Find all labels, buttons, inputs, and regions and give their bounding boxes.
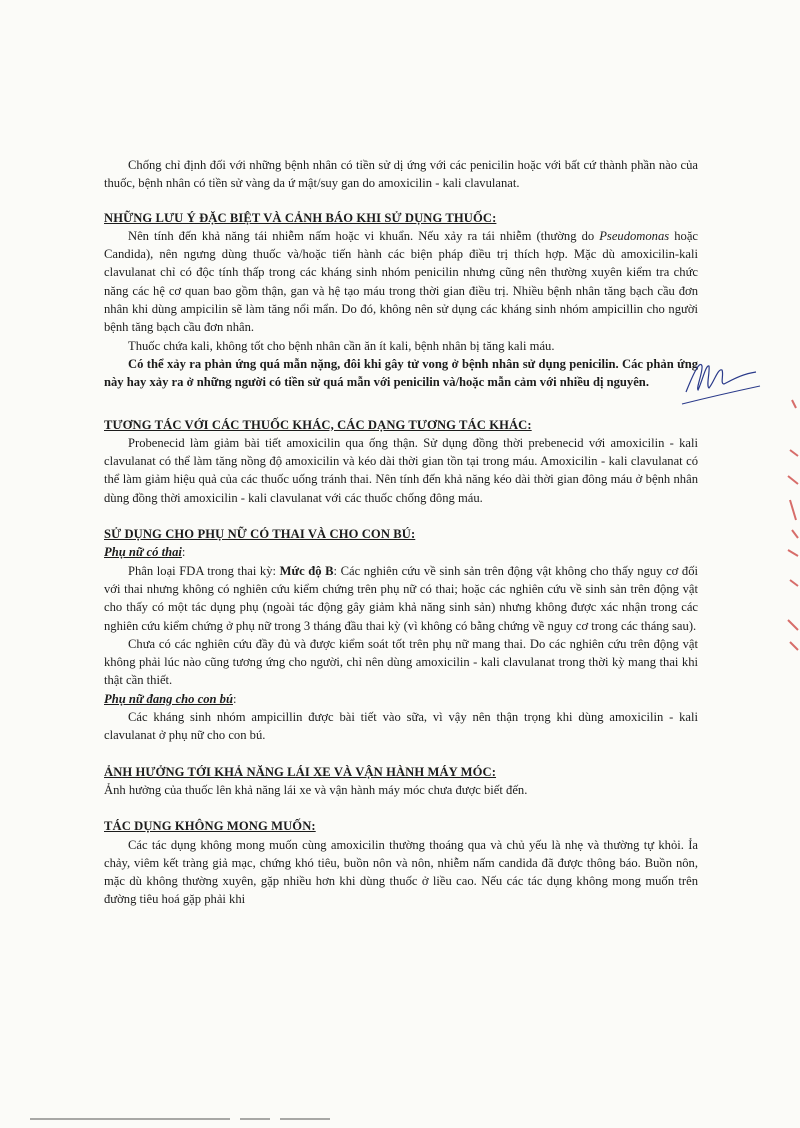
contraindication-paragraph: Chống chỉ định đối với những bệnh nhân có tiền sử dị ứng với các penicilin hoặc với bất cứ thành phần nào của thuốc, bệnh nhân có tiền sử vàng da ứ mật/suy gan do amoxicilin - kali clavulanat. (104, 158, 698, 191)
pseudomonas-italic: Pseudomonas (599, 228, 670, 243)
signature-mark (676, 352, 766, 412)
interactions-paragraph: Probenecid làm giảm bài tiết amoxicilin qua ống thận. Sử dụng đồng thời prebenecid với amoxicilin - kali clavulanat có thể làm tăng nồng độ amoxicilin và kéo dài thời gian tồn tại trong máu. Amoxicilin - kali clavulanat có thể làm giảm hiệu quả của các thuốc uống tránh thai. Nên tính đến khả năng kéo dài thời gian đông máu ở bệnh nhân dùng đồng thời amoxicilin - kali clavulanat với các thuốc chống đông máu. (104, 435, 698, 505)
pregnancy-paragraph-2: Chưa có các nghiên cứu đầy đủ và được kiểm soát tốt trên phụ nữ mang thai. Do các nghiên cứu trên động vật không phải lúc nào cũng tương ứng cho người, chỉ nên dùng amoxicilin - kali clavulanat trong thời kỳ mang thai khi thật cần thiết. (104, 636, 698, 688)
document-page (104, 156, 698, 909)
section-heading-warnings: NHỮNG LƯU Ý ĐẶC BIỆT VÀ CẢNH BÁO KHI SỬ DỤNG THUỐC: (104, 210, 497, 225)
section-heading-driving: ẢNH HƯỞNG TỚI KHẢ NĂNG LÁI XE VÀ VẬN HÀNH MÁY MÓC: (104, 764, 497, 779)
warnings-paragraph-3: Có thể xảy ra phản ứng quá mẫn nặng, đôi khi gây tử vong ở bệnh nhân sử dụng penicilin. Các phản ứng này hay xảy ra ở những người có tiền sử quá mẫn với penicilin và/hoặc mẫn cảm với nhiều dị nguyên. (104, 356, 698, 390)
section-heading-side-effects: TÁC DỤNG KHÔNG MONG MUỐN: (104, 819, 316, 834)
subheading-pregnant: Phụ nữ có thai: (104, 545, 186, 560)
stamp-edge-mark (776, 380, 800, 680)
warnings-text-b: hoặc Candida), nên ngưng dùng thuốc và/hoặc tiến hành các biện pháp điều trị thích hợp. Mặc dù amoxicilin-kali clavulanat chỉ có độc tính thấp trong các kháng sinh nhóm penicilin nhưng cũng nên thường xuyên kiểm tra chức năng các hệ cơ quan bao gồm thận, gan và hệ tạo máu trong thời gian điều trị. Nhiều bệnh nhân tăng bạch cầu đơn nhân khi dùng ampicilin sẽ làm tăng nổi mẩn. Do đó, không nên sử dụng các kháng sinh nhóm ampicillin cho người bệnh tăng bạch cầu đơn nhân. (104, 228, 699, 335)
breastfeeding-paragraph: Các kháng sinh nhóm ampicillin được bài tiết vào sữa, vì vậy nên thận trọng khi dùng amoxicilin - kali clavulanat ở phụ nữ cho con bú. (104, 710, 698, 743)
section-heading-pregnancy: SỬ DỤNG CHO PHỤ NỮ CÓ THAI VÀ CHO CON BÚ: (104, 527, 416, 542)
warnings-paragraph-1 (104, 227, 698, 337)
breastfeeding-label: Phụ nữ đang cho con bú (104, 691, 233, 706)
subheading-breastfeeding: Phụ nữ đang cho con bú: (104, 691, 237, 706)
bottom-rule (30, 1118, 350, 1120)
warnings-text-a: Nên tính đến khả năng tái nhiễm nấm hoặc vi khuẩn. Nếu xảy ra tái nhiễm (thường do (128, 228, 600, 243)
side-effects-paragraph: Các tác dụng không mong muốn cùng amoxicilin thường thoáng qua và chủ yếu là nhẹ và thường tự khỏi. Ỉa chảy, viêm kết tràng giả mạc, chứng khó tiêu, buồn nôn và nôn, nhiễm nấm candida đã được thông báo. Buồn nôn, mặc dù không thường xuyên, gặp nhiều hơn khi dùng thuốc ở liều cao. Nếu các tác dụng không mong muốn trên đường tiêu hoá gặp phải khi (104, 837, 698, 907)
driving-paragraph: Ảnh hưởng của thuốc lên khả năng lái xe và vận hành máy móc chưa được biết đến. (104, 782, 528, 797)
pregnant-label: Phụ nữ có thai (104, 545, 182, 560)
warnings-paragraph-2: Thuốc chứa kali, không tốt cho bệnh nhân cần ăn ít kali, bệnh nhân bị tăng kali máu. (128, 338, 555, 353)
pregnancy-paragraph-1: Phân loại FDA trong thai kỳ: Mức độ B: Các nghiên cứu về sinh sản trên động vật không cho thấy nguy cơ đối với thai nhưng không có nghiên cứu kiểm chứng trên phụ nữ có thai; hoặc các nghiên cứu về sinh sản trên động vật cho thấy có một tác dụng phụ (ngoài tác động gây giảm khả năng sinh sản) nhưng không được xác nhận trong các nghiên cứu kiểm chứng ở phụ nữ trong 3 tháng đầu thai kỳ (vì không có bằng chứng về nguy cơ trong các tháng sau). (104, 563, 698, 633)
section-heading-interactions: TƯƠNG TÁC VỚI CÁC THUỐC KHÁC, CÁC DẠNG TƯƠNG TÁC KHÁC: (104, 417, 532, 432)
fda-category: Mức độ B (279, 563, 334, 578)
